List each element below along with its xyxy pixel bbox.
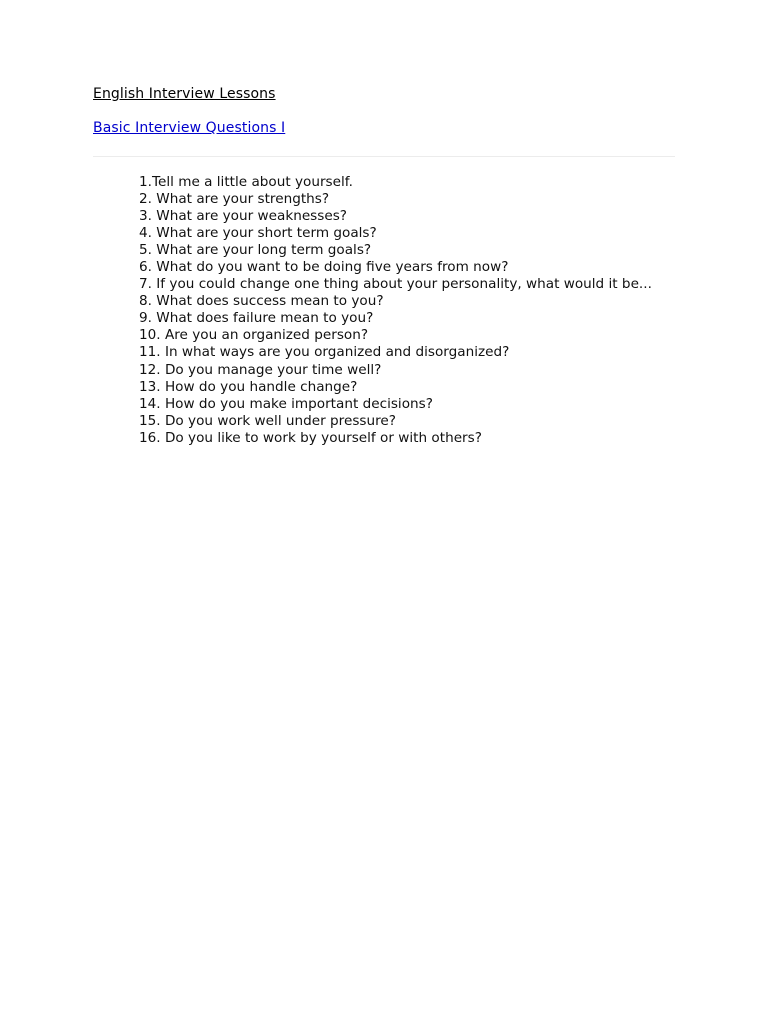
question-item: 3. What are your weaknesses?	[139, 208, 348, 225]
question-item: 2. What are your strengths?	[139, 191, 330, 208]
divider	[93, 156, 675, 157]
question-item: 12. Do you manage your time well?	[139, 361, 382, 378]
question-item: 10. Are you an organized person?	[139, 327, 369, 344]
question-item: 16. Do you like to work by yourself or with others?	[139, 429, 482, 446]
question-item: 11. In what ways are you organized and disorganized?	[139, 344, 510, 361]
question-item: 5. What are your long term goals?	[139, 242, 372, 259]
question-item: 8. What does success mean to you?	[139, 293, 384, 310]
question-item: 7. If you could change one thing about your personality, what would it be...	[139, 276, 652, 293]
question-list	[139, 174, 675, 447]
question-item: 9. What does failure mean to you?	[139, 310, 374, 327]
page-title: English Interview Lessons	[93, 86, 276, 102]
question-item: 4. What are your short term goals?	[139, 225, 377, 242]
question-item: 1.Tell me a little about yourself.	[139, 174, 353, 190]
basic-interview-questions-link[interactable]: Basic Interview Questions I	[93, 120, 286, 136]
question-item: 15. Do you work well under pressure?	[139, 412, 396, 429]
question-item: 6. What do you want to be doing five years from now?	[139, 259, 509, 276]
question-item: 13. How do you handle change?	[139, 378, 358, 395]
question-item: 14. How do you make important decisions?	[139, 395, 433, 412]
